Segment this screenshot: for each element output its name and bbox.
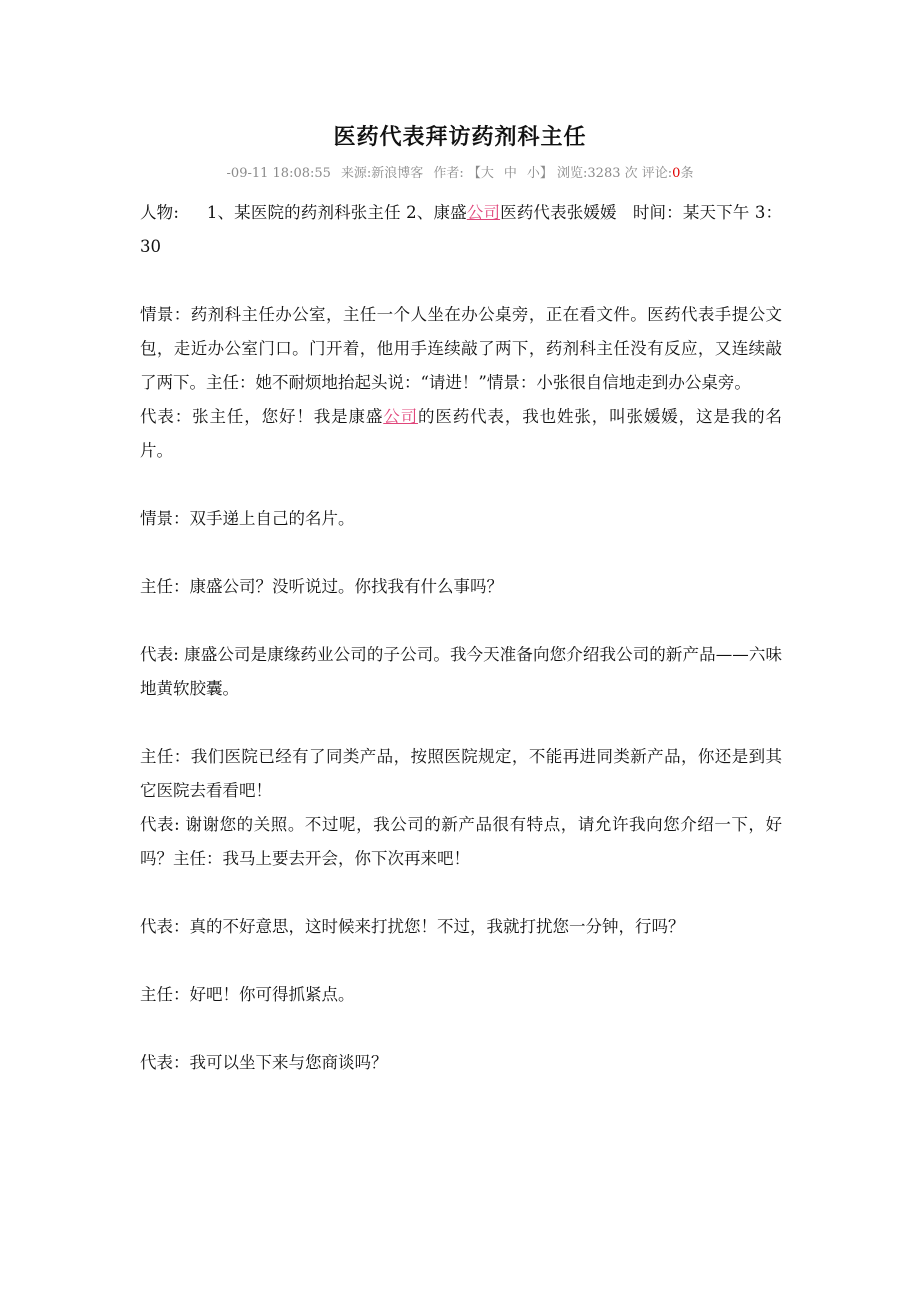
- meta-datetime: -09-11 18:08:55: [226, 166, 331, 181]
- paragraph-rep-intro: [140, 400, 782, 468]
- paragraph-rep-4: 代表：真的不好意思，这时候来打扰您！不过，我就打扰您一分钟，行吗？: [140, 917, 685, 936]
- paragraph-characters: [140, 196, 782, 264]
- meta-comments-label[interactable]: 评论:: [641, 166, 673, 181]
- article-meta: [0, 162, 920, 181]
- rep-intro-text: 代表：张主任，您好！我是康盛: [140, 407, 384, 426]
- characters-label: 人物:: [140, 203, 179, 222]
- paragraph-director-2: 主任：我们医院已经有了同类产品，按照医院规定，不能再进同类新产品，你还是到其它医院去看看吧！: [140, 747, 782, 800]
- meta-comments-unit: 条: [680, 166, 694, 181]
- characters-text-2: 医药代表张媛媛: [500, 203, 617, 222]
- meta-source[interactable]: 来源:新浪博客: [340, 166, 424, 181]
- company-link[interactable]: 公司: [466, 203, 501, 222]
- article-body: [140, 196, 782, 1080]
- article-title: 医药代表拜访药剂科主任: [333, 125, 587, 150]
- meta-comments-count[interactable]: 0: [672, 166, 681, 181]
- rep-intro-text-2: 的医药代表，我也姓张，叫张媛媛，这是我的名片。: [140, 407, 782, 460]
- paragraph-scene: 情景：药剂科主任办公室，主任一个人坐在办公桌旁，正在看文件。医药代表手提公文包，走近办公室门口。门开着，他用手连续敲了两下，药剂科主任没有反应，又连续敲了两下。主任：她不耐烦地抬起头说：“请进！”情景：小张很自信地走到办公桌旁。: [140, 305, 782, 392]
- paragraph-director-3: 主任：好吧！你可得抓紧点。: [140, 985, 355, 1004]
- time-text: 时间：某天下午 3：30: [140, 203, 782, 256]
- characters-text: 1、某医院的药剂科张主任 2、康盛: [206, 203, 467, 222]
- font-size-large[interactable]: 【大: [467, 166, 494, 181]
- paragraph-scene-2: 情景：双手递上自己的名片。: [140, 509, 355, 528]
- font-size-small[interactable]: 小】: [526, 166, 553, 181]
- paragraph-director-1: 主任：康盛公司？没听说过。你找我有什么事吗？: [140, 577, 503, 596]
- font-size-medium[interactable]: 中: [503, 166, 517, 181]
- paragraph-rep-2: 代表: 康盛公司是康缘药业公司的子公司。我今天准备向您介绍我公司的新产品——六味地黄软胶囊。: [140, 645, 782, 698]
- meta-views: 浏览:3283 次: [557, 166, 638, 181]
- paragraph-rep-3: 代表: 谢谢您的关照。不过呢，我公司的新产品很有特点，请允许我向您介绍一下，好吗？主任：我马上要去开会，你下次再来吧！: [140, 815, 782, 868]
- company-link-2[interactable]: 公司: [383, 407, 418, 426]
- meta-author: 作者:: [433, 166, 464, 181]
- paragraph-rep-5: 代表：我可以坐下来与您商谈吗？: [140, 1053, 388, 1072]
